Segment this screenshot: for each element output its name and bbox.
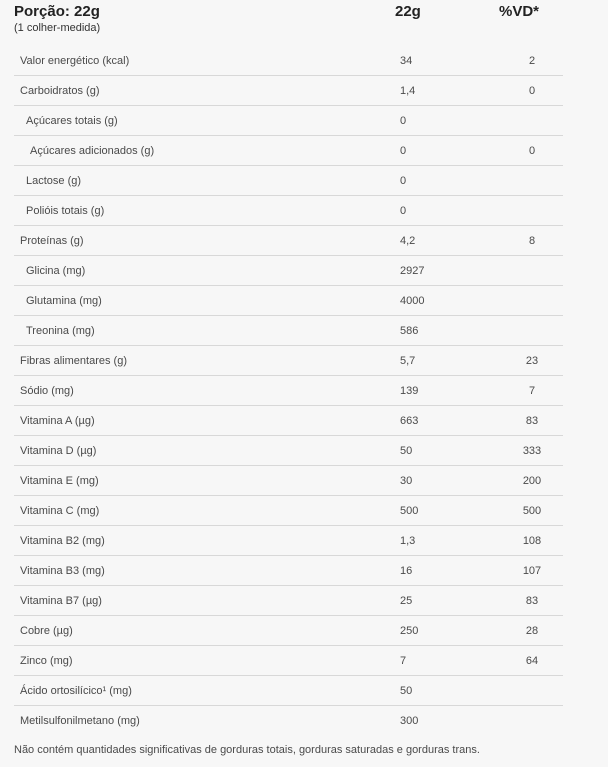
table-row <box>14 526 563 556</box>
table-row <box>14 346 563 376</box>
nutrient-amount: 586 <box>400 325 419 337</box>
nutrient-vd: 200 <box>522 475 542 487</box>
nutrient-amount: 16 <box>400 565 413 577</box>
nutrient-amount: 1,4 <box>400 85 416 97</box>
nutrient-label: Vitamina A (µg) <box>20 415 95 427</box>
table-row <box>14 616 563 646</box>
nutrient-label: Vitamina D (µg) <box>20 445 97 457</box>
nutrition-header <box>0 0 608 46</box>
table-row <box>14 496 563 526</box>
nutrient-amount: 34 <box>400 55 413 67</box>
nutrient-amount: 500 <box>400 505 419 517</box>
nutrient-label: Cobre (µg) <box>20 625 73 637</box>
nutrient-label: Glicina (mg) <box>26 265 86 277</box>
nutrient-label: Polióis totais (g) <box>26 205 105 217</box>
nutrient-vd: 28 <box>525 625 539 637</box>
nutrient-vd: 2 <box>528 55 536 67</box>
nutrient-label: Vitamina B2 (mg) <box>20 535 105 547</box>
portion-title: Porção: 22g <box>14 3 100 20</box>
nutrient-vd: 108 <box>522 535 542 547</box>
nutrient-label: Vitamina B3 (mg) <box>20 565 105 577</box>
nutrient-amount: 5,7 <box>400 355 416 367</box>
nutrient-vd: 8 <box>528 235 536 247</box>
nutrient-label: Proteínas (g) <box>20 235 84 247</box>
nutrient-amount: 30 <box>400 475 413 487</box>
nutrient-amount: 0 <box>400 175 407 187</box>
nutrient-vd: 107 <box>522 565 542 577</box>
nutrient-vd: 500 <box>522 505 542 517</box>
nutrient-amount: 25 <box>400 595 413 607</box>
column-header-amount: 22g <box>395 3 421 20</box>
table-row <box>14 106 563 136</box>
nutrient-vd: 333 <box>522 445 542 457</box>
nutrient-vd: 83 <box>525 415 539 427</box>
nutrient-amount: 663 <box>400 415 419 427</box>
nutrient-label: Valor energético (kcal) <box>20 55 130 67</box>
table-row <box>14 196 563 226</box>
nutrient-label: Carboidratos (g) <box>20 85 100 97</box>
nutrient-amount: 50 <box>400 685 413 697</box>
table-row <box>14 76 563 106</box>
nutrient-label: Vitamina B7 (µg) <box>20 595 102 607</box>
nutrient-vd: 64 <box>525 655 539 667</box>
nutrient-amount: 2927 <box>400 265 425 277</box>
table-row <box>14 256 563 286</box>
nutrient-amount: 1,3 <box>400 535 416 547</box>
table-row <box>14 676 563 706</box>
table-row <box>14 46 563 76</box>
nutrient-label: Treonina (mg) <box>26 325 95 337</box>
nutrient-label: Açúcares totais (g) <box>26 115 118 127</box>
nutrient-label: Açúcares adicionados (g) <box>30 145 155 157</box>
nutrient-label: Sódio (mg) <box>20 385 74 397</box>
nutrient-vd: 83 <box>525 595 539 607</box>
table-row <box>14 586 563 616</box>
portion-subtitle: (1 colher-medida) <box>14 22 101 34</box>
footnote: Não contém quantidades significativas de gorduras totais, gorduras saturadas e gorduras trans. <box>14 744 480 756</box>
nutrient-amount: 4,2 <box>400 235 416 247</box>
nutrient-label: Vitamina C (mg) <box>20 505 100 517</box>
nutrient-amount: 0 <box>400 145 407 157</box>
table-row <box>14 226 563 256</box>
nutrient-label: Metilsulfonilmetano (mg) <box>20 715 140 727</box>
nutrient-vd: 23 <box>525 355 539 367</box>
table-row <box>14 136 563 166</box>
table-row <box>14 706 563 735</box>
table-row <box>14 466 563 496</box>
nutrient-vd: 7 <box>528 385 536 397</box>
nutrient-label: Zinco (mg) <box>20 655 73 667</box>
nutrient-label: Ácido ortosilícico¹ (mg) <box>20 685 132 697</box>
table-row <box>14 556 563 586</box>
nutrient-amount: 139 <box>400 385 419 397</box>
nutrient-amount: 7 <box>400 655 407 667</box>
table-row <box>14 436 563 466</box>
table-row <box>14 316 563 346</box>
nutrient-amount: 50 <box>400 445 413 457</box>
nutrient-vd: 0 <box>528 85 536 97</box>
table-row <box>14 646 563 676</box>
table-row <box>14 376 563 406</box>
table-row <box>14 286 563 316</box>
table-row <box>14 166 563 196</box>
nutrient-amount: 4000 <box>400 295 425 307</box>
column-header-vd: %VD* <box>499 3 540 20</box>
nutrient-amount: 0 <box>400 115 407 127</box>
nutrient-label: Fibras alimentares (g) <box>20 355 127 367</box>
nutrient-amount: 0 <box>400 205 407 217</box>
table-row <box>14 406 563 436</box>
nutrition-table <box>14 46 563 735</box>
nutrient-label: Vitamina E (mg) <box>20 475 99 487</box>
nutrient-amount: 250 <box>400 625 419 637</box>
nutrient-amount: 300 <box>400 715 419 727</box>
nutrient-vd: 0 <box>528 145 536 157</box>
nutrient-label: Glutamina (mg) <box>26 295 102 307</box>
nutrient-label: Lactose (g) <box>26 175 82 187</box>
